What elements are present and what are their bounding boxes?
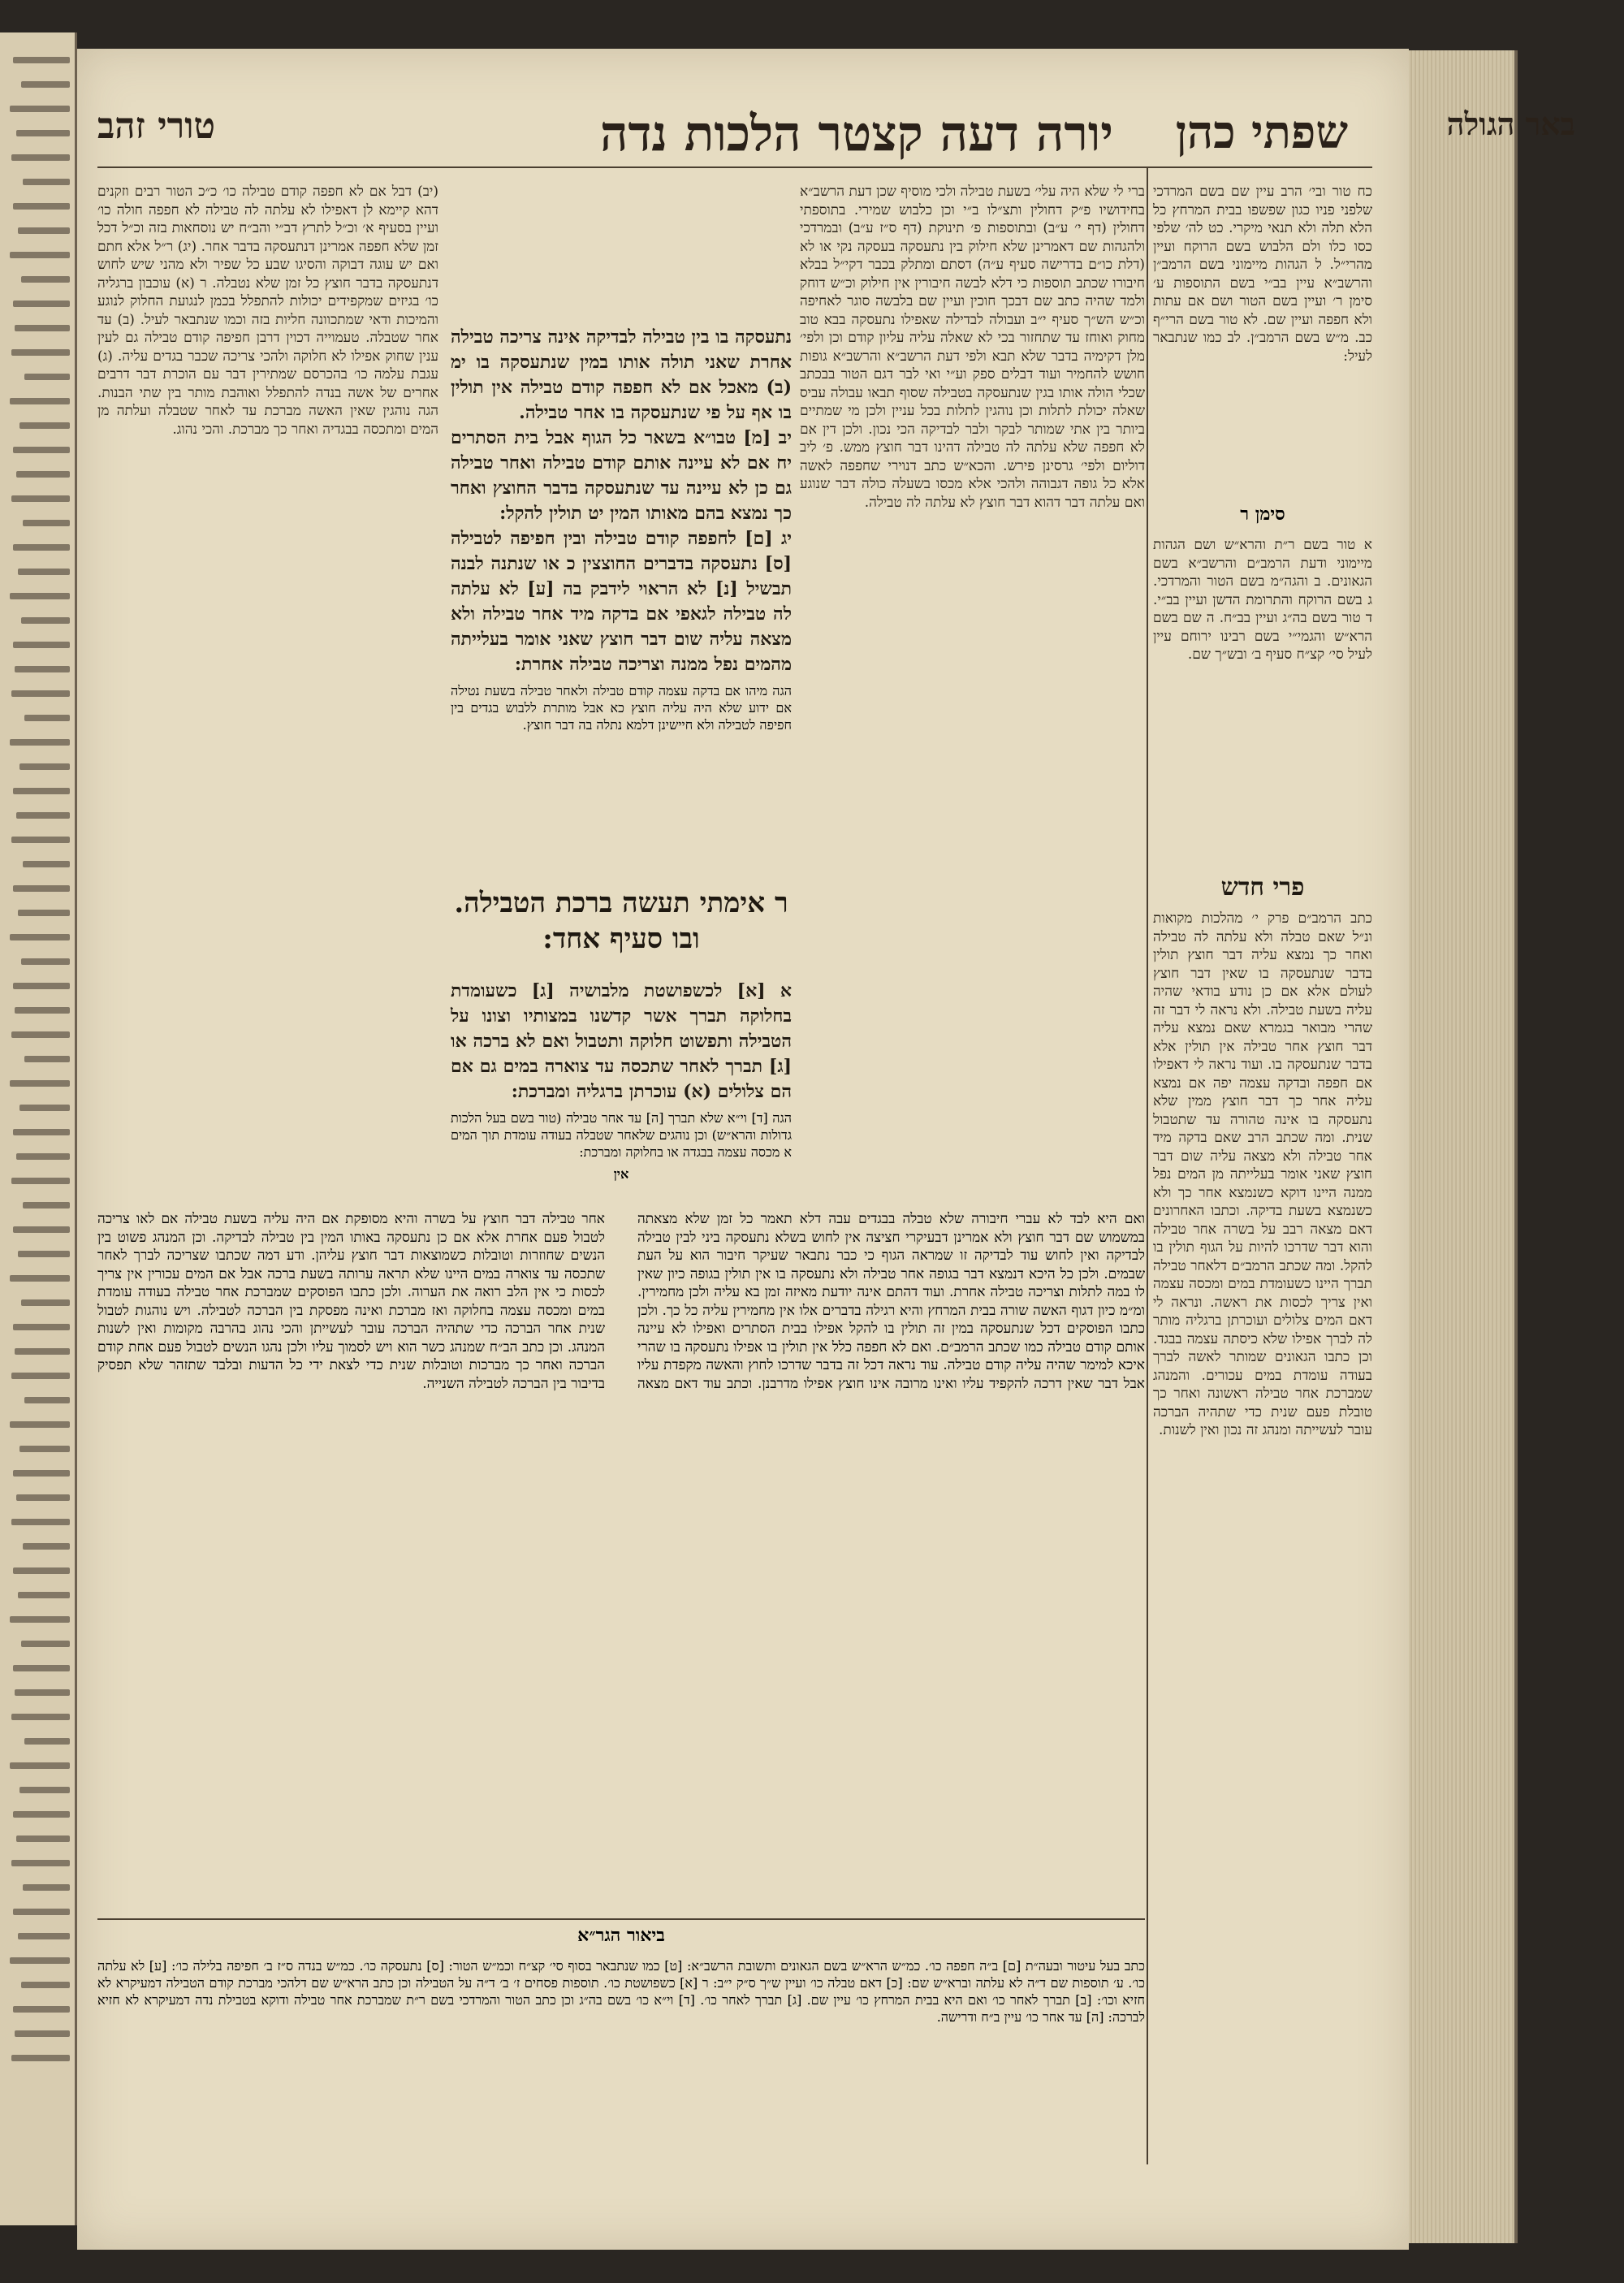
main-paragraph-3: יג [ם] לחפפה קודם טבילה ובין חפיפה לטבילה [ס] נתעסקה בדברים החוצצין כ או שנתנה לבנה תבשיל [נ] לא הראוי לידבק בה [ע] לא עלתה לה טבילה לגאפי אם בדקה מיד אחר טבילה ולא מצאה עליה שום דבר חוצץ שאני אומר בעלייתה מהמים נפל ממנה וצריכה טבילה אחרת: — [451, 528, 792, 675]
main-text-block — [451, 325, 792, 733]
header-main-title: יורה דעה קצטר הלכות נדה — [600, 106, 1113, 162]
siman-gloss-note: הגה [ד] וי״א שלא תברך [ה] עד אחר טבילה (טור בשם בעל הלכות גדולות והרא״ש) וכן נוהגים שלאחר שטבלה בעודה עומדת תוך המים א מכסה עצמה בבגדה או בחלוקה ומברכת: — [451, 1110, 792, 1160]
pri-chadash-heading: פרי חדש — [1220, 873, 1305, 902]
running-header — [97, 89, 1575, 162]
beer-siman-heading: סימן ר — [1240, 504, 1285, 525]
pri-chadash-column — [1153, 910, 1372, 2177]
main-paragraph-2: יב [מ] טבו״א בשאר כל הגוף אבל בית הסתרים יח אם לא עיינה אותם קודם טבילה ואחר טבילה גם כן לא עיינה עד שנתעסקה בדבר החוצץ ואחר כך נמצא בהם מאותו המין יט תולין להקל: — [451, 427, 792, 524]
gra-commentary: כתב בעל עיטור ובעה״ת [ם] ב״ה חפפה כו׳. כמ״ש הרא״ש בשם הגאונים ותשובת הרשב״א: [ט] כמו שנתבאר בסוף סי׳ קצ״ח וכמ״ש הטור: [ס] נתעסקה כו׳. כמ״ש בנדה ס״ז ב׳ חפיפה בלילה כו׳: [ע] לא עלתה כו׳. ע׳ תוספות שם ד״ה לא עלתה וברא״ש שם: [כ] דאם טבלה כו׳ ועיין ש״ך ס״ק י״ב: ר [א] כשפושטת כו׳. תוספות פסחים ז׳ ב׳ ד״ה על הטבילה וכן כתב הרא״ש שם דלהכי מברכת קודם הטבילה דמעיקרא לא חזיא וכו׳: [ב] תברך לאחר כו׳ ואם היא בבית המרחץ כו׳ עיין שם. [ג] תברך לאחר כו׳. [ד] וי״א כו׳ בשם בה״ג וכן כתב הטור והמרדכי בשם ר״ת שמברכת אחר טבילה ודוקא בטבילת נדה דמעיקרא לא חזיא לברכה: [ה] עד אחר כו׳ עיין ב״ח ודרישה. — [97, 1958, 1145, 2025]
beer-hagolah-column-top — [1153, 183, 1372, 499]
column-divider-right — [1147, 166, 1148, 2164]
header-shach: שפתי כהן — [1175, 106, 1348, 159]
lower-commentary-text: ואם היא לבד לא עברי חיבורה שלא טבלה בבגדים עבה דלא תאמר כל זמן שלא מצאתה במשמוש שם דבר חוצץ ולא אמרינן דבעיקרי חציצה אין לחוש בשלא נתעסקה ביני לבין טבילה לבדיקה ואין לחוש עוד לבדיקה זו שמראה הגוף כי כבר נתבאר שעיקר חיבור הוא על העת שבמים. ולכן כל היכא דנמצא דבר בגופה אחר טבילה ולא נתעסקה בו אין תולין בגופה כיון שאין לו במה לתלות וצריכה טבילה אחרת. ועוד דהתם אינה יודעת מאיזה זמן בא עליה ולכן מחמירין. ומ״מ כיון דגוף האשה שורה בבית המרחץ והיא רגילה בדברים אלו אין מחמירין עליה כל כך. ולכן כתבו הפוסקים דכל שנתעסקה במין זה תולין בו להקל אפילו בבית הסתרים ואפילו לא עיינה אותם קודם טבילה כמו שכתב הרמב״ם. ואם לא חפפה כלל אין תולין בו אפילו נתעסקה בו שהרי איכא למימר שהיה עליה קודם טבילה. עוד נראה דכל זה בדבר שדרכו לחוץ והאשה מקפדת עליו אבל דבר שאין דרכה להקפיד עליו ואינו מרובה אינו חוצץ אפילו מדרבנן. וכתב עוד דאם מצאה אחר טבילה דבר חוצץ על בשרה והיא מסופקת אם היה עליה בשעת טבילה אם לאו צריכה לטבול פעם אחרת אלא אם כן נתעסקה באותו המין בין טבילה לבדיקה. וכן המנהג פשוט בין הנשים שחוזרות וטובלות כשמוצאות דבר חוצץ עליהן. ודע דמה שכתבו שצריכה לברך לאחר שתכסה עד צוארה במים היינו שלא תראה ערותה בשעת ברכה אבל אם המים עכורין אין צריך לכסות כי אין הלב רואה את הערוה. ולכן כתבו הפוסקים שמברכת אחר טבילה בעודה עומדת במים ומכסה עצמה בחלוקה ואז מברכת ואינה מפסקת בין הברכה לטבילה. ויש נוהגות לטבול שנית אחר הברכה כדי שתהיה הברכה עובר לעשייתן והכי נהוג בהרבה מקומות ואין לשנות המנהג. וכן כתב הב״ח שמנהג כשר הוא ויש לסמוך עליו ולכן נהגו הנשים לטבול פעם אחת קודם הברכה ואחר כך מברכות וטובלות שנית כדי לצאת ידי כל הדעות ובלבד שתזהר שלא תפסיק בדיבור בין הברכה לטבילה השנייה. — [97, 1211, 1145, 1392]
previous-page-edge — [0, 32, 77, 2225]
main-paragraph-1: נתעסקה בו בין טבילה לבדיקה אינה צריכה טבילה אחרת שאני תולה אותו במין שנתעסקה בו ימ (ב) מאכל אם לא חפפה קודם טבילה אין תולין בו אף על פי שנתעסקה בו אחר טבילה. — [451, 326, 792, 423]
beer-hagolah-text-2: א טור בשם ר״ת והרא״ש ושם הגהות מיימוני ודעת הרמב״ם והרשב״א בשם הגאונים. ב והגה״מ בשם הטור והמרדכי. ג בשם הרוקח והתרומת הדשן ועיין בב״י. ד טור בשם בה״ג ועיין בב״ח. ה שם בשם הרא״ש והגמי״י בשם רבינו ירוחם עיין לעיל סי׳ קצ״ח סעיף ב׳ ובש״ך שם. — [1153, 537, 1372, 663]
siman-paragraph-1: א [א] לכשפושטת מלבושיה [ג] כשעומדת בחלוקה תברך אשר קדשנו במצותיו וצונו על הטבילה ותפשוט חלוקה ותטבול ואם לא ברכה או [ג] תברך לאחר שתכסה עד צוארה במים גם אם הם צלולים (א) עוכרתן ברגליה ומברכת: — [451, 980, 792, 1102]
taz-commentary-text: (יב) דבל אם לא חפפה קודם טבילה כו׳ כ״כ הטור רבים וזקנים דהא קיימא לן דאפילו לא עלתה לה טבילה לא חפפה חולה כו׳ ועיין בסעיף א׳ וכ״ל לתרץ דב״י והב״ח יש נוסחאות בזה וכ״ל דכל זמן שלא חפפה אמרינן דנתעסקה בדבר אחר. (יג) ר״ל אלא חתם ואם יש עוגה דבוקה והסיגו שבע כל שפיר ולא מהני שיש לחוש דנתעסקה בדבר חוצץ כל זמן שלא נטבלה. ר (א) עוכבון ברגליה כו׳ בגיזים שמקפידים יכולות להתפלל בכמן לנגועת החלוק לנוגע והמיכות ודאי שמתכוונה חליות בזה וכמו שנתבאר לעיל. (ב) עד אחר שטבלה. טעמוייה דכוין דרבן חפיפה קודם טבילה גם לעין ענין שחוק אפילו לא חלוקה ולהכי צריכה שכבר בגדים עליה. (ג) עגבת עלמה כו׳ בהכרסם שמתירין דבר עם הוכרת דבר דרבים אחרים של אשה בנדה להתפלל ואוהבת מותר בין שתי הבנות. הגה נוהגין שאין האשה מברכת עד לאחר שטבלה ועלתה מן המים ומתכסה בבגדיה ואחר כך מברכת. והכי נהוג. — [97, 184, 438, 438]
siman-heading: ר אימתי תעשה ברכת הטבילה. ובו סעיף אחד: — [454, 887, 788, 955]
header-rule — [97, 166, 1372, 168]
header-beer-hagolah: באר הגולה — [1446, 106, 1575, 142]
page-block-edge — [1409, 50, 1518, 2243]
catchword: אין — [613, 1166, 629, 1182]
gra-rule — [97, 1918, 1145, 1920]
header-taz: טורי זהב — [97, 106, 216, 147]
gra-heading: ביאור הגר״א — [577, 1925, 665, 1946]
pri-chadash-text: כתב הרמב״ם פרק י׳ מהלכות מקואות ונ״ל שאם טבלה ולא עלתה לה טבילה ואחר כך נמצא עליה דבר חוצץ תולין בדבר שנתעסקה בו שאין דבר חוצץ לעולם אלא אם כן נודע בודאי שהיה עליה בשעת טבילה. ולא נראה לי דבר זה שהרי מבואר בגמרא שאם נמצא עליה דבר חוצץ אחר טבילה אין תולין אלא בדבר שנתעסקה בו. ועוד נראה לי דאפילו אם חפפה ובדקה עצמה יפה אם נמצא עליה אחר כך דבר חוצץ ממין שלא נתעסקה בו אינה טהורה עד שתטבול שנית. ומה שכתב הרב שאם בדקה מיד אחר טבילה ולא מצאה עליה שום דבר חוצץ שאני אומר בעלייתה מן המים נפל ממנה היינו דוקא כשנמצא אחר כך ולא כשנמצא בשעת בדיקה. וכתבו האחרונים דאם מצאה רבב על בשרה אחר טבילה והוא דבר שדרכו להיות על הגוף תולין בו להקל. ומה שכתב הרמב״ם דלאחר טבילה תברך היינו כשעומדת במים ומכסה עצמה ואין צריך לכסות את ראשה. ונראה לי דאם המים צלולים ועוכרתן ברגליה מותר לה לברך אפילו שלא כיסתה עצמה בבגד. וכן כתבו הגאונים שמותר לאשה לברך בעודה עומדת במים עכורים. והמנהג שמברכת אחר טבילה ראשונה ואחר כך טובלת פעם שנית כדי שתהיה הברכה עובר לעשייתה ומנהג זה נכון ואין לשנות. — [1153, 910, 1372, 1438]
lower-commentary-block — [97, 1210, 1145, 1917]
main-text-block-2 — [451, 979, 792, 1183]
gloss-note: הגה מיהו אם בדקה עצמה קודם טבילה ולאחר טבילה בשעת נטילה אם ידוע שלא היה עליה חוצץ כא אבל מותרת ללבוש בגדים בין חפיפה לטבילה ולא חיישינן דלמא נתלה בה דבר חוצץ. — [451, 683, 792, 733]
beer-hagolah-column-bottom — [1153, 536, 1372, 861]
shach-commentary-text: ברי לי שלא היה עלי׳ בשעת טבילה ולכי מוסיף שכן דעת הרשב״א בחידושיו פ״ק דחולין ותצ״לו ב״י וכן כלבוש שמירי. בתוספתי דחולין (דף י׳ ע״ב) ובתוספות פ׳ תינוקת (דף ס״ז ע״ב) ובמרדכי ולהגהות שם דאמרינן שלא חילוק בין נתעסקה בעסקה נקי או לא (דלת כו״ם בדרישה סעיף ע״ה) דסתם ומתלק בכבר דקי״ל בבלא חיבורו שכתב תוספות כי דלא לבשה חיבורין אין חילוק וכ״ש דוחק ולמד שהיה כתב שם דבכך חוכין ועיין שם בלבשה סוגר לאחיפה וכ״ש הש״ך סעיף י״ב ועבולה לבדילה שאפילו נתעסקה בבא טוב מחוק ואוחז עד שתחזור בכי לא שאלה עליה עליון קודם וכן ולפי׳ מלן דקימיה בדבר שלא תבא ולפי דעת הרשב״א והרשב״א גופות חושש להחמיר ועוד דבלים ספק וע״י ואי לבר דגם הטור בבכתב שכלי הולה אותו בגין שנתעסקה בטבילה שסוף תבאו עבולה עביס שאלה יכולת לתלות וכן נוהגין לתלות בכל עניין ולכן מי שמתיים ביותר בין אתי שמותר לבקר ולבר לבדיקה הכי נכון. ולכן דין אם לא חפפה שלא עלתה לה טבילה דהינו דבר חוצץ ממש. פ׳ ליב דוליום ולפי׳ גרסינן פירש. והכא״ש כתב דנוירי שחפפה לאשה אלא כל גופה דגבוהה ולהכי אלא מכסו בשעלה כולה דבר שנוגע ואם עלתה דבר דהוא דבר חוצץ לא עלתה לה טבילה. — [800, 184, 1145, 511]
beer-hagolah-text: כח טור ובי׳ הרב עיין שם בשם המרדכי שלפני פניו כגון שפשפו בבית המרחץ כל הלא תלה ולא תנאי מיקרי. כט לה׳ שלפי כסו כלו ולם הלבוש בשם הרוקח ועיין מהרי״ל. ל הגהות מיימוני בשם הרמב״ן והרשב״א עיין בב״י בשם התוספות ע׳ סימן ר׳ ועיין בשם הטור ושם אם עתות ולא חפפה ועיין שם. לא טור בשם הרי״ף כב. מ״ש בשם הרמב״ן. לב כמו שנתבאר לעיל: — [1153, 184, 1372, 365]
